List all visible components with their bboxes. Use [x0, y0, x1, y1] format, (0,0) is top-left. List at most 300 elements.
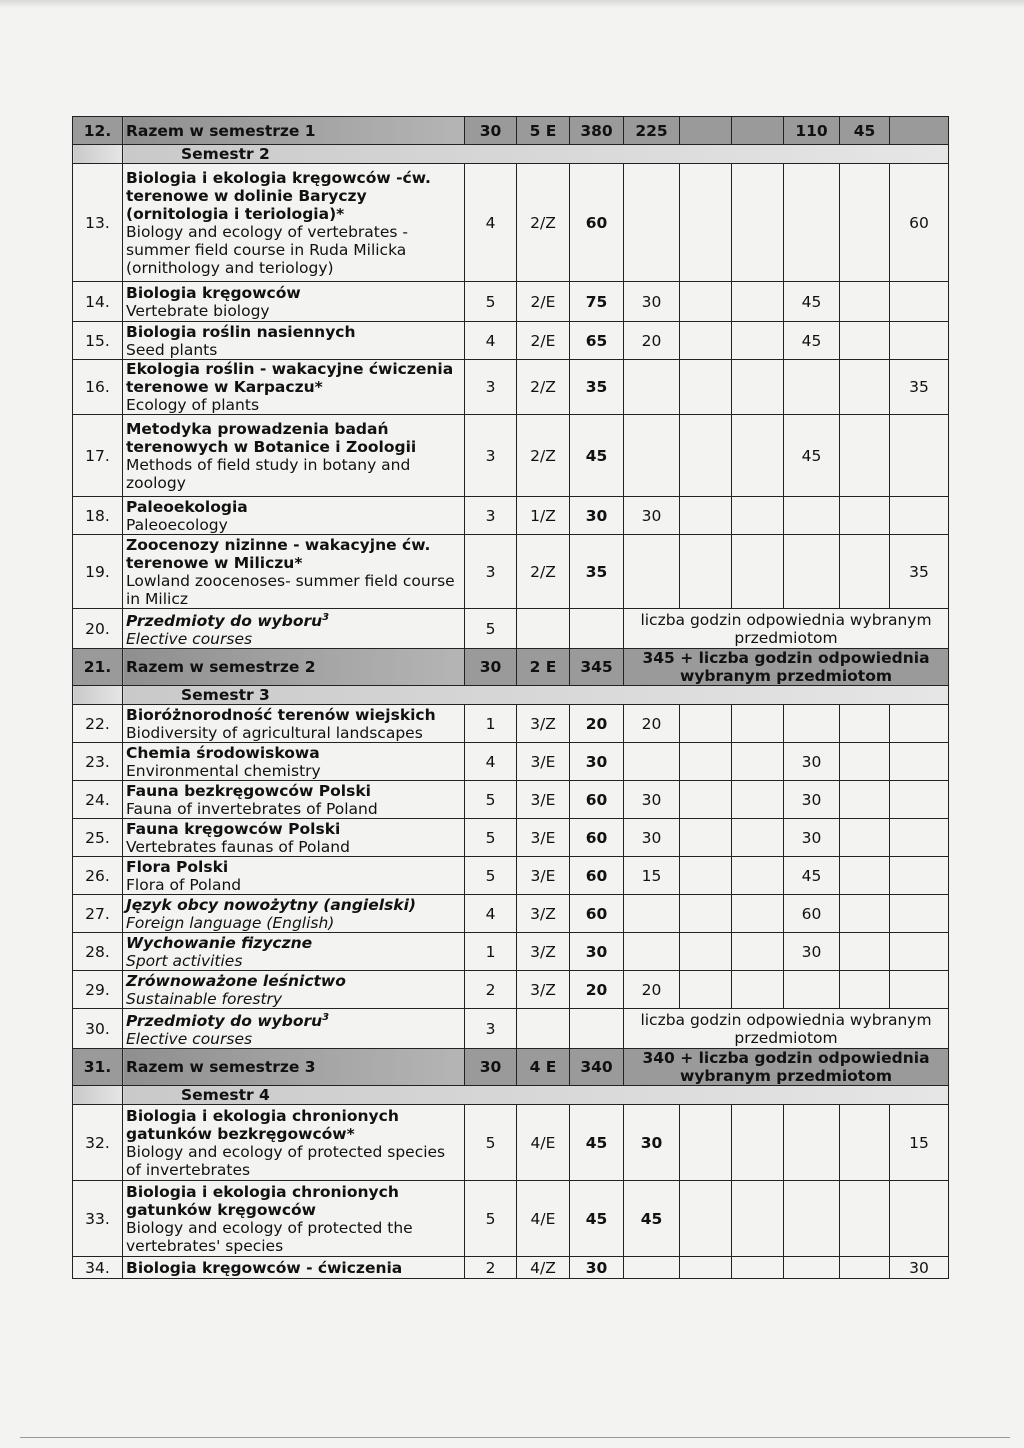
field-hours-cell: 35	[890, 535, 949, 609]
course-row	[73, 1257, 949, 1279]
course-name-en: Sport activities	[126, 951, 243, 970]
row-number: 19.	[73, 535, 123, 609]
hours-cell	[732, 322, 784, 360]
hours-cell	[840, 1181, 890, 1257]
hours-cell	[840, 164, 890, 282]
course-name-cell	[123, 282, 465, 322]
hours-cell	[680, 322, 732, 360]
lab-hours-cell	[784, 1105, 840, 1181]
study-plan-table	[72, 116, 949, 1279]
course-name-cell	[123, 164, 465, 282]
lab-hours-cell	[784, 360, 840, 415]
course-name-en: Vertebrate biology	[126, 301, 270, 320]
course-name-pl: Język obcy nowożytny (angielski)	[126, 895, 417, 914]
ects-cell: 3	[465, 1009, 517, 1049]
course-name-en: Elective courses	[126, 630, 253, 649]
row-number: 31.	[73, 1049, 123, 1086]
lab-hours-cell: 110	[784, 117, 840, 145]
course-row	[73, 705, 949, 743]
ects-cell: 5	[465, 1181, 517, 1257]
ects-cell: 3	[465, 535, 517, 609]
total-hours-cell: 30	[570, 497, 624, 535]
ects-cell: 4	[465, 743, 517, 781]
lecture-hours-cell: 225	[624, 117, 680, 145]
course-row	[73, 971, 949, 1009]
row-number: 17.	[73, 415, 123, 497]
lecture-hours-cell: 20	[624, 971, 680, 1009]
hours-cell	[680, 282, 732, 322]
hours-cell	[732, 705, 784, 743]
course-name-cell	[123, 497, 465, 535]
ects-cell: 5	[465, 282, 517, 322]
ects-cell: 5	[465, 857, 517, 895]
lab-hours-cell	[784, 1257, 840, 1279]
ects-cell: 4	[465, 164, 517, 282]
semester-title: Semestr 3	[123, 686, 949, 705]
hours-cell	[680, 497, 732, 535]
semester-exam-cell: 3/E	[517, 819, 570, 857]
hours-cell	[680, 415, 732, 497]
lab-hours-cell: 45	[784, 282, 840, 322]
hours-cell	[840, 1105, 890, 1181]
total-hours-cell: 75	[570, 282, 624, 322]
semester-title: Semestr 4	[123, 1086, 949, 1105]
semester-exam-cell: 3/Z	[517, 895, 570, 933]
course-name-en: Biology and ecology of vertebrates - summer field course in Ruda Milicka (ornithology and teriology)	[126, 222, 408, 277]
lab-hours-cell	[784, 971, 840, 1009]
row-number	[73, 145, 123, 164]
row-number: 34.	[73, 1257, 123, 1279]
lecture-hours-cell	[624, 360, 680, 415]
hours-cell	[680, 705, 732, 743]
hours-cell	[732, 535, 784, 609]
course-name-en: Fauna of invertebrates of Poland	[126, 799, 378, 818]
semester-cell	[517, 1009, 570, 1049]
course-row	[73, 164, 949, 282]
total-hours-cell: 30	[570, 933, 624, 971]
row-number: 21.	[73, 649, 123, 686]
total-hours-cell: 20	[570, 971, 624, 1009]
semester-exam-cell: 2/Z	[517, 360, 570, 415]
hours-cell	[680, 1105, 732, 1181]
hours-cell	[840, 705, 890, 743]
lab-hours-cell: 30	[784, 819, 840, 857]
semester-header-row	[73, 145, 949, 164]
course-name-cell	[123, 895, 465, 933]
row-number	[73, 686, 123, 705]
lecture-hours-cell: 30	[624, 282, 680, 322]
course-name-en: Methods of field study in botany and zoology	[126, 455, 411, 492]
total-hours-cell: 45	[570, 1181, 624, 1257]
course-name-cell	[123, 322, 465, 360]
hours-cell	[840, 415, 890, 497]
semester-exam-cell: 2/Z	[517, 535, 570, 609]
footnote-marker: 3	[322, 1012, 330, 1024]
ects-cell: 1	[465, 705, 517, 743]
semester-exam-cell: 3/E	[517, 781, 570, 819]
row-label: Razem w semestrze 1	[123, 117, 465, 145]
semester-header-row	[73, 686, 949, 705]
hours-cell	[732, 819, 784, 857]
total-hours-cell: 35	[570, 535, 624, 609]
hours-cell	[732, 895, 784, 933]
course-name-pl: Przedmioty do wyboru	[126, 1012, 323, 1031]
course-name-pl: Wychowanie fizyczne	[126, 933, 313, 952]
course-name-pl: Biologia kręgowców	[126, 283, 301, 302]
field-hours-cell	[890, 819, 949, 857]
row-label: Razem w semestrze 3	[123, 1049, 465, 1086]
total-hours-cell: 340	[570, 1049, 624, 1086]
total-hours-cell: 380	[570, 117, 624, 145]
ects-cell: 30	[465, 117, 517, 145]
semester-total-row	[73, 117, 949, 145]
lecture-hours-cell: 45	[624, 1181, 680, 1257]
semester-exam-cell: 2/E	[517, 282, 570, 322]
hours-cell	[732, 743, 784, 781]
total-hours-cell: 20	[570, 705, 624, 743]
course-name-cell	[123, 1181, 465, 1257]
lecture-hours-cell	[624, 1257, 680, 1279]
semester-exam-cell: 2/E	[517, 322, 570, 360]
course-name-en: Environmental chemistry	[126, 761, 321, 780]
row-number: 12.	[73, 117, 123, 145]
total-hours-cell: 345	[570, 649, 624, 686]
course-name-cell	[123, 609, 465, 649]
lab-hours-cell: 30	[784, 781, 840, 819]
lecture-hours-cell	[624, 415, 680, 497]
course-name-en: Paleoecology	[126, 515, 228, 534]
semester-exam-cell: 3/E	[517, 743, 570, 781]
hours-cell	[680, 117, 732, 145]
hours-cell	[680, 1181, 732, 1257]
hours-cell	[840, 535, 890, 609]
field-hours-cell: 30	[890, 1257, 949, 1279]
lab-hours-cell: 45	[784, 857, 840, 895]
course-row	[73, 781, 949, 819]
row-number: 26.	[73, 857, 123, 895]
row-number	[73, 1086, 123, 1105]
total-hours-cell: 45	[570, 1105, 624, 1181]
field-hours-cell	[890, 117, 949, 145]
study-plan-body	[73, 117, 949, 1279]
course-name-en: Seed plants	[126, 340, 218, 359]
lecture-hours-cell	[624, 895, 680, 933]
row-number: 27.	[73, 895, 123, 933]
course-name-cell	[123, 535, 465, 609]
row-number: 13.	[73, 164, 123, 282]
row-number: 24.	[73, 781, 123, 819]
semester-title: Semestr 2	[123, 145, 949, 164]
lab-hours-cell	[784, 497, 840, 535]
course-name-en: Flora of Poland	[126, 875, 242, 894]
lab-hours-cell	[784, 535, 840, 609]
lab-hours-cell	[784, 164, 840, 282]
lecture-hours-cell: 15	[624, 857, 680, 895]
hours-note-cell: liczba godzin odpowiednia wybranym przedmiotom	[624, 1009, 949, 1049]
lecture-hours-cell: 20	[624, 322, 680, 360]
course-name-en: Ecology of plants	[126, 396, 260, 414]
hours-cell	[840, 857, 890, 895]
hours-cell	[732, 117, 784, 145]
course-row	[73, 895, 949, 933]
hours-cell	[732, 1257, 784, 1279]
ects-cell: 2	[465, 971, 517, 1009]
row-number: 25.	[73, 819, 123, 857]
course-name-pl: Fauna kręgowców Polski	[126, 819, 341, 838]
hours-cell	[732, 1105, 784, 1181]
course-name-en: Biology and ecology of protected the vertebrates' species	[126, 1218, 413, 1255]
course-name-pl: Flora Polski	[126, 857, 229, 876]
lecture-hours-cell	[624, 535, 680, 609]
lab-hours-cell: 45	[784, 415, 840, 497]
hours-cell	[732, 857, 784, 895]
hours-cell	[840, 322, 890, 360]
course-row	[73, 1105, 949, 1181]
course-name-cell	[123, 743, 465, 781]
row-number: 16.	[73, 360, 123, 415]
ects-cell: 5	[465, 819, 517, 857]
lab-hours-cell	[784, 1181, 840, 1257]
total-hours-cell: 65	[570, 322, 624, 360]
hours-cell	[732, 415, 784, 497]
hours-note-cell: liczba godzin odpowiednia wybranym przedmiotom	[624, 609, 949, 649]
ects-cell: 30	[465, 649, 517, 686]
total-hours-cell: 60	[570, 819, 624, 857]
total-note-cell: 345 + liczba godzin odpowiednia wybranym przedmiotom	[624, 649, 949, 686]
field-hours-cell: 60	[890, 164, 949, 282]
hours-cell	[840, 743, 890, 781]
lecture-hours-cell: 20	[624, 705, 680, 743]
course-name-en: Vertebrates faunas of Poland	[126, 837, 350, 856]
course-name-cell	[123, 705, 465, 743]
hours-cell	[732, 971, 784, 1009]
row-number: 29.	[73, 971, 123, 1009]
hours-cell	[840, 971, 890, 1009]
course-name-en: Sustainable forestry	[126, 989, 283, 1008]
row-number: 18.	[73, 497, 123, 535]
field-hours-cell: 35	[890, 360, 949, 415]
field-hours-cell	[890, 781, 949, 819]
course-name-cell	[123, 781, 465, 819]
ects-cell: 5	[465, 1105, 517, 1181]
ects-cell: 3	[465, 415, 517, 497]
elective-course-row	[73, 609, 949, 649]
hours-cell	[732, 360, 784, 415]
page-top-edge	[0, 0, 1024, 8]
course-name-pl: Biologia i ekologia chronionych gatunków bezkręgowców*	[126, 1106, 399, 1143]
hours-cell	[680, 971, 732, 1009]
course-row	[73, 933, 949, 971]
course-name-cell	[123, 1009, 465, 1049]
lecture-hours-cell: 30	[624, 781, 680, 819]
semester-exam-cell: 3/Z	[517, 971, 570, 1009]
lab-hours-cell: 30	[784, 933, 840, 971]
course-name-cell	[123, 857, 465, 895]
ects-cell: 5	[465, 781, 517, 819]
course-name-cell	[123, 1105, 465, 1181]
lab-hours-cell: 30	[784, 743, 840, 781]
course-name-pl: Ekologia roślin - wakacyjne ćwiczenia terenowe w Karpaczu*	[126, 360, 454, 396]
course-row	[73, 322, 949, 360]
semester-exam-cell: 2/Z	[517, 415, 570, 497]
hours-cell	[680, 1257, 732, 1279]
course-name-en: Foreign language (English)	[126, 913, 335, 932]
ects-cell: 3	[465, 360, 517, 415]
field-hours-cell	[890, 497, 949, 535]
row-number: 14.	[73, 282, 123, 322]
total-hours-cell: 30	[570, 1257, 624, 1279]
hours-cell	[840, 282, 890, 322]
lecture-hours-cell	[624, 933, 680, 971]
hours-cell	[680, 857, 732, 895]
exam-cell: 2 E	[517, 649, 570, 686]
semester-cell	[517, 609, 570, 649]
course-row	[73, 360, 949, 415]
total-hours-cell: 60	[570, 895, 624, 933]
course-row	[73, 1181, 949, 1257]
semester-total-row	[73, 649, 949, 686]
row-number: 33.	[73, 1181, 123, 1257]
course-name-cell	[123, 360, 465, 415]
page-bottom-edge	[20, 1437, 1010, 1438]
course-name-en: Lowland zoocenoses- summer field course in Milicz	[126, 571, 455, 608]
field-hours-cell: 15	[890, 1105, 949, 1181]
course-name-cell	[123, 819, 465, 857]
total-hours-cell: 35	[570, 360, 624, 415]
course-name-en: Biology and ecology of protected species of invertebrates	[126, 1142, 446, 1179]
course-name-pl: Biologia roślin nasiennych	[126, 322, 356, 341]
field-hours-cell	[890, 895, 949, 933]
course-row	[73, 415, 949, 497]
lab-hours-cell	[784, 705, 840, 743]
semester-exam-cell: 3/Z	[517, 705, 570, 743]
hours-cell	[680, 164, 732, 282]
field-hours-cell	[890, 322, 949, 360]
course-row	[73, 282, 949, 322]
semester-header-row	[73, 1086, 949, 1105]
course-name-pl: Biologia i ekologia chronionych gatunków kręgowców	[126, 1182, 399, 1219]
semester-total-row	[73, 1049, 949, 1086]
row-number: 22.	[73, 705, 123, 743]
elective-course-row	[73, 1009, 949, 1049]
field-hours-cell	[890, 415, 949, 497]
ects-cell: 2	[465, 1257, 517, 1279]
ects-cell: 1	[465, 933, 517, 971]
hours-cell	[680, 819, 732, 857]
total-hours-cell: 60	[570, 857, 624, 895]
hours-cell	[680, 535, 732, 609]
course-name-pl: Paleoekologia	[126, 497, 248, 516]
hours-cell	[840, 933, 890, 971]
total-note-cell: 340 + liczba godzin odpowiednia wybranym przedmiotom	[624, 1049, 949, 1086]
total-hours-cell	[570, 609, 624, 649]
ects-cell: 30	[465, 1049, 517, 1086]
row-label: Razem w semestrze 2	[123, 649, 465, 686]
field-hours-cell	[890, 743, 949, 781]
exam-cell: 4 E	[517, 1049, 570, 1086]
hours-cell	[732, 1181, 784, 1257]
hours-cell	[840, 781, 890, 819]
course-row	[73, 857, 949, 895]
hours-cell	[680, 933, 732, 971]
hours-cell	[840, 1257, 890, 1279]
exam-cell: 5 E	[517, 117, 570, 145]
ects-cell: 4	[465, 322, 517, 360]
total-hours-cell: 60	[570, 781, 624, 819]
course-name-pl: Fauna bezkręgowców Polski	[126, 781, 371, 800]
lecture-hours-cell	[624, 164, 680, 282]
course-name-pl: Zoocenozy nizinne - wakacyjne ćw. terenowe w Miliczu*	[126, 535, 431, 572]
hours-cell	[732, 781, 784, 819]
semester-exam-cell: 1/Z	[517, 497, 570, 535]
total-hours-cell: 30	[570, 743, 624, 781]
semester-exam-cell: 3/E	[517, 857, 570, 895]
hours-cell: 45	[840, 117, 890, 145]
row-number: 28.	[73, 933, 123, 971]
field-hours-cell	[890, 705, 949, 743]
footnote-marker: 3	[322, 612, 330, 623]
hours-cell	[732, 497, 784, 535]
semester-exam-cell: 3/Z	[517, 933, 570, 971]
semester-exam-cell: 4/Z	[517, 1257, 570, 1279]
hours-cell	[840, 895, 890, 933]
course-name-pl: Chemia środowiskowa	[126, 743, 320, 762]
ects-cell: 4	[465, 895, 517, 933]
lecture-hours-cell: 30	[624, 1105, 680, 1181]
field-hours-cell	[890, 1181, 949, 1257]
lecture-hours-cell: 30	[624, 497, 680, 535]
row-number: 32.	[73, 1105, 123, 1181]
row-number: 15.	[73, 322, 123, 360]
hours-cell	[680, 360, 732, 415]
semester-exam-cell: 2/Z	[517, 164, 570, 282]
course-name-pl: Bioróżnorodność terenów wiejskich	[126, 705, 436, 724]
hours-cell	[680, 895, 732, 933]
lab-hours-cell: 60	[784, 895, 840, 933]
field-hours-cell	[890, 971, 949, 1009]
course-name-pl: Metodyka prowadzenia badań terenowych w Botanice i Zoologii	[126, 419, 417, 456]
course-name-pl: Biologia kręgowców - ćwiczenia	[126, 1258, 403, 1277]
row-number: 20.	[73, 609, 123, 649]
field-hours-cell	[890, 933, 949, 971]
semester-exam-cell: 4/E	[517, 1181, 570, 1257]
field-hours-cell	[890, 857, 949, 895]
course-name-cell	[123, 415, 465, 497]
course-name-pl: Przedmioty do wyboru	[126, 612, 323, 631]
hours-cell	[840, 819, 890, 857]
course-row	[73, 743, 949, 781]
hours-cell	[840, 497, 890, 535]
semester-exam-cell: 4/E	[517, 1105, 570, 1181]
course-name-cell	[123, 933, 465, 971]
hours-cell	[680, 781, 732, 819]
course-name-pl: Biologia i ekologia kręgowców -ćw. terenowe w dolinie Baryczy (ornitologia i teriologia)*	[126, 168, 431, 223]
ects-cell: 5	[465, 609, 517, 649]
course-name-cell	[123, 971, 465, 1009]
total-hours-cell: 60	[570, 164, 624, 282]
course-name-pl: Zrównoważone leśnictwo	[126, 971, 346, 990]
total-hours-cell	[570, 1009, 624, 1049]
field-hours-cell	[890, 282, 949, 322]
lecture-hours-cell: 30	[624, 819, 680, 857]
course-row	[73, 535, 949, 609]
hours-cell	[732, 282, 784, 322]
hours-cell	[680, 743, 732, 781]
course-name-en: Biodiversity of agricultural landscapes	[126, 723, 423, 742]
course-row	[73, 819, 949, 857]
hours-cell	[732, 164, 784, 282]
lecture-hours-cell	[624, 743, 680, 781]
